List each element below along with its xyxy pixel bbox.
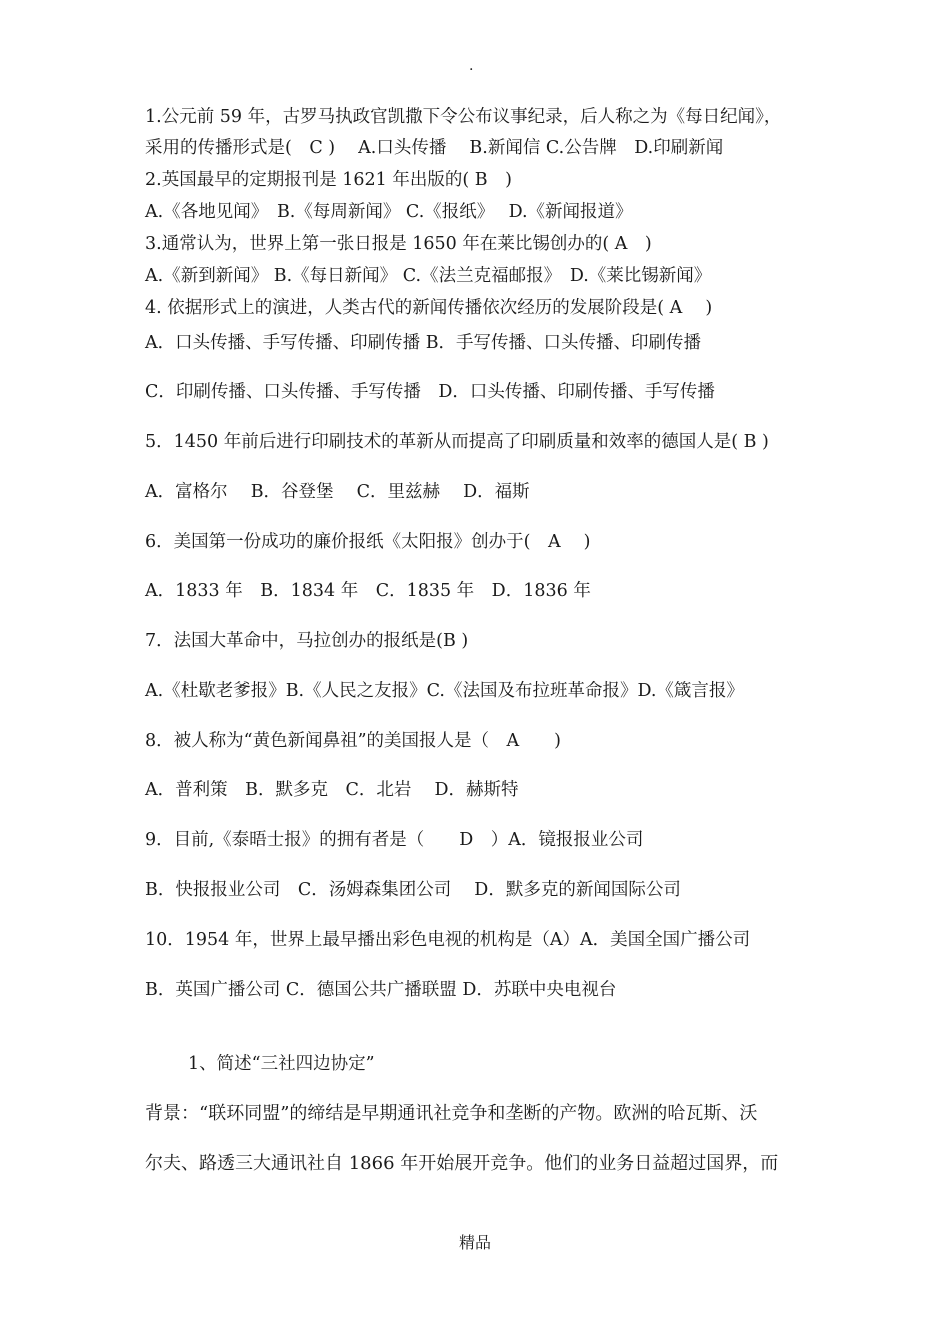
header-mark: . <box>469 58 474 74</box>
text-line-1: 1.公元前 59 年，古罗马执政官凯撒下令公布议事纪录，后人称之为《每日纪闻》， <box>145 107 782 127</box>
text-line-23: 背景：“联环同盟”的缔结是早期通讯社竞争和垄断的产物。欧洲的哈瓦斯、沃 <box>145 1103 758 1124</box>
text-line-4: A.《各地见闻》 B.《每周新闻》 C.《报纸》 D.《新闻报道》 <box>145 202 633 222</box>
text-line-7: 4. 依据形式上的演进，人类古代的新闻传播依次经历的发展阶段是( A ) <box>145 298 713 318</box>
text-line-17: A．普利策 B．默多克 C．北岩 D．赫斯特 <box>145 780 519 800</box>
text-line-13: A．1833 年 B．1834 年 C．1835 年 D．1836 年 <box>145 581 591 601</box>
text-line-16: 8．被人称为“黄色新闻鼻祖”的美国报人是（ A ) <box>145 731 561 751</box>
text-line-12: 6．美国第一份成功的廉价报纸《太阳报》创办于( A ) <box>145 532 591 552</box>
text-line-24: 尔夫、路透三大通讯社自 1866 年开始展开竞争。他们的业务日益超过国界，而 <box>145 1153 779 1174</box>
text-line-9: C．印刷传播、口头传播、手写传播 D．口头传播、印刷传播、手写传播 <box>145 382 715 402</box>
footer-label: 精品 <box>458 1233 491 1252</box>
text-line-6: A.《新到新闻》 B.《每日新闻》 C.《法兰克福邮报》 D.《莱比锡新闻》 <box>145 266 712 286</box>
text-line-8: A．口头传播、手写传播、印刷传播 B．手写传播、口头传播、印刷传播 <box>145 333 702 353</box>
text-line-19: B．快报报业公司 C．汤姆森集团公司 D．默多克的新闻国际公司 <box>145 880 681 900</box>
text-line-20: 10．1954 年，世界上最早播出彩色电视的机构是（A）A．美国全国广播公司 <box>145 930 751 950</box>
text-line-5: 3.通常认为，世界上第一张日报是 1650 年在莱比锡创办的( A ) <box>145 234 652 254</box>
text-line-11: A．富格尔 B．谷登堡 C．里兹赫 D．福斯 <box>145 482 530 502</box>
text-line-15: A.《杜歇老爹报》B.《人民之友报》C.《法国及布拉班革命报》D.《箴言报》 <box>145 681 744 701</box>
text-line-21: B．英国广播公司 C．德国公共广播联盟 D．苏联中央电视台 <box>145 980 617 1000</box>
text-line-18: 9．目前,《泰晤士报》的拥有者是（ D ）A．镜报报业公司 <box>145 830 644 850</box>
text-line-14: 7．法国大革命中，马拉创办的报纸是(B ) <box>145 631 469 651</box>
text-line-2: 采用的传播形式是( C ) A.口头传播 B.新闻信 C.公告牌 D.印刷新闻 <box>145 138 724 158</box>
text-line-3: 2.英国最早的定期报刊是 1621 年出版的( B ) <box>145 170 512 190</box>
section-heading: 1、简述“三社四边协定” <box>188 1054 375 1074</box>
text-line-10: 5．1450 年前后进行印刷技术的革新从而提高了印刷质量和效率的德国人是( B ) <box>145 432 769 452</box>
